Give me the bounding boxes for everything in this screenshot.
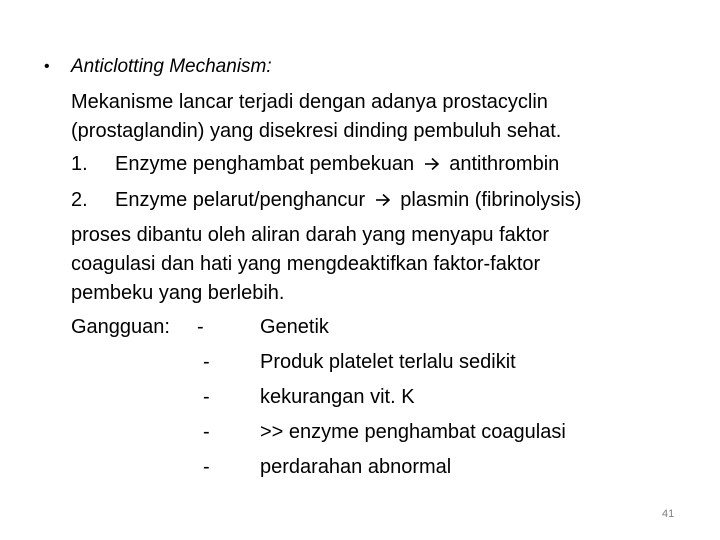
list-item (115, 188, 581, 212)
dash: - (203, 456, 210, 478)
item-number: 2. (71, 189, 88, 211)
item-right-text: antithrombin (449, 153, 560, 175)
paragraph-line-1: proses dibantu oleh aliran darah yang menyapu faktor (71, 224, 550, 246)
list-item (115, 152, 559, 176)
item-left-text: Enzyme pelarut/penghancur (115, 189, 366, 211)
page-number: 41 (662, 508, 675, 520)
gangguan-label: Gangguan: (71, 316, 170, 338)
bullet-icon: • (44, 58, 50, 75)
dash: - (203, 351, 210, 373)
dash: - (203, 386, 210, 408)
gangguan-item: >> enzyme penghambat coagulasi (260, 421, 566, 443)
gangguan-item: Produk platelet terlalu sedikit (260, 351, 516, 373)
right-arrow-icon (424, 152, 440, 176)
dash: - (197, 316, 204, 338)
intro-line-1: Mekanisme lancar terjadi dengan adanya prostacyclin (71, 91, 548, 113)
dash: - (203, 421, 210, 443)
paragraph-line-3: pembeku yang berlebih. (71, 282, 285, 304)
right-arrow-icon (375, 188, 391, 212)
item-right-text: plasmin (fibrinolysis) (400, 189, 582, 211)
intro-line-2: (prostaglandin) yang disekresi dinding pembuluh sehat. (71, 120, 562, 142)
heading: Anticlotting Mechanism: (71, 56, 272, 77)
gangguan-item: kekurangan vit. K (260, 386, 415, 408)
paragraph-line-2: coagulasi dan hati yang mengdeaktifkan faktor-faktor (71, 253, 541, 275)
gangguan-item: Genetik (260, 316, 329, 338)
item-number: 1. (71, 153, 88, 175)
gangguan-item: perdarahan abnormal (260, 456, 452, 478)
item-left-text: Enzyme penghambat pembekuan (115, 153, 415, 175)
